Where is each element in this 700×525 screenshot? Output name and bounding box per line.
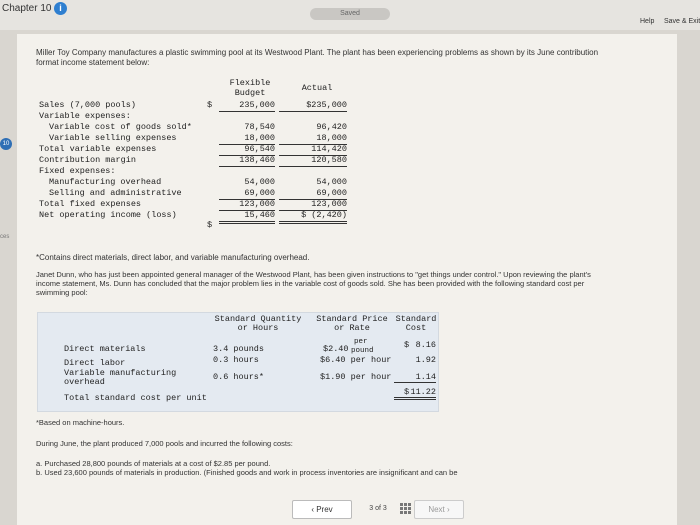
vmoh-qty: 0.6 hours* bbox=[213, 372, 265, 382]
row-noi-label: Net operating income (loss) bbox=[39, 210, 177, 220]
row-sales-budget: 235,000 bbox=[219, 100, 275, 112]
row-sales-actual: $235,000 bbox=[279, 100, 347, 112]
dl-cost: 1.92 bbox=[415, 355, 436, 365]
vmoh-label-1: Variable manufacturing bbox=[64, 368, 177, 378]
next-button[interactable] bbox=[414, 500, 464, 519]
footnote-machine-hours: *Based on machine-hours. bbox=[36, 418, 125, 427]
page-total: 3 bbox=[382, 505, 387, 512]
header-qty-2: or Hours bbox=[237, 323, 279, 333]
dl-label: Direct labor bbox=[64, 358, 126, 368]
list-item: b. Used 23,600 pounds of materials in production. (Finished goods and work in process inventories are insignificant and can be bbox=[36, 468, 458, 477]
dollar-sign: $ bbox=[207, 100, 213, 110]
scenario-paragraph: Janet Dunn, who has just been appointed general manager of the Westwood Plant, has been given instructions to "get things under control." Upon reviewing the plant's income statement, Ms. Dunn has concluded that the major problem lies in the variable cost of goods sold. She has been provided with the following standard cost per swimming pool: bbox=[36, 270, 591, 297]
side-label: ces bbox=[0, 234, 10, 240]
row-total-fixed-label: Total fixed expenses bbox=[39, 199, 142, 209]
prev-label: Prev bbox=[316, 505, 333, 514]
question-panel bbox=[17, 34, 677, 525]
vmoh-label-2: overhead bbox=[64, 377, 105, 387]
row-vcogs-budget: 78,540 bbox=[244, 122, 275, 132]
row-noi-budget: 15,460 bbox=[219, 210, 275, 224]
header-price-2: or Rate bbox=[334, 323, 370, 333]
row-vselling-actual: 18,000 bbox=[279, 133, 347, 145]
grid-icon[interactable] bbox=[400, 503, 411, 514]
prev-button[interactable] bbox=[292, 500, 352, 519]
row-sga-actual: 69,000 bbox=[279, 188, 347, 200]
vmoh-price: $1.90 per hour bbox=[320, 372, 392, 382]
row-moh-actual: 54,000 bbox=[316, 177, 347, 187]
row-total-var-budget: 96,540 bbox=[219, 144, 275, 156]
row-vselling-label: Variable selling expenses bbox=[49, 133, 177, 143]
row-vselling-budget: 18,000 bbox=[219, 133, 275, 145]
row-cm-budget: 138,460 bbox=[219, 155, 275, 167]
dm-dollar: $ bbox=[404, 340, 410, 350]
page-navigation bbox=[292, 500, 462, 518]
page-indicator bbox=[358, 500, 398, 517]
dollar-sign: $ bbox=[207, 220, 213, 230]
info-icon[interactable]: i bbox=[54, 2, 67, 15]
row-moh-label: Manufacturing overhead bbox=[49, 177, 162, 187]
standard-cost-table bbox=[37, 312, 439, 412]
total-cost: 11.22 bbox=[394, 387, 436, 400]
chevron-right-icon: › bbox=[447, 505, 450, 514]
header-qty-1: Standard Quantity bbox=[214, 314, 302, 324]
row-vcogs-actual: 96,420 bbox=[316, 122, 347, 132]
row-sga-label: Selling and administrative bbox=[49, 188, 182, 198]
total-dollar: $ bbox=[404, 387, 410, 397]
flexible-header-2: Budget bbox=[234, 88, 266, 98]
dm-label: Direct materials bbox=[64, 344, 146, 354]
save-exit-link[interactable]: Save & Exit bbox=[664, 18, 700, 25]
vmoh-cost: 1.14 bbox=[394, 372, 436, 383]
row-vcogs-label: Variable cost of goods sold* bbox=[49, 122, 192, 132]
row-cm-actual: 120,580 bbox=[279, 155, 347, 167]
row-noi-actual: $ (2,420) bbox=[279, 210, 347, 224]
row-total-fixed-actual: 123,000 bbox=[279, 199, 347, 211]
row-cm-label: Contribution margin bbox=[39, 155, 136, 165]
header-price-1: Standard Price bbox=[316, 314, 388, 324]
actual-header: Actual bbox=[301, 83, 333, 93]
row-total-fixed-budget: 123,000 bbox=[219, 199, 275, 211]
dm-price: $2.40 bbox=[323, 344, 349, 354]
dm-price-unit-1: per bbox=[354, 338, 368, 346]
dl-price: $6.40 per hour bbox=[320, 355, 392, 365]
total-label: Total standard cost per unit bbox=[64, 393, 207, 403]
chevron-left-icon: ‹ bbox=[311, 505, 314, 514]
flexible-header-1: Flexible bbox=[229, 78, 271, 88]
dm-price-unit-2: pound bbox=[351, 347, 374, 355]
list-item: a. Purchased 28,800 pounds of materials at a cost of $2.85 per pound. bbox=[36, 459, 271, 468]
dm-cost: 8.16 bbox=[415, 340, 436, 350]
row-total-var-label: Total variable expenses bbox=[39, 144, 157, 154]
header-cost-1: Standard bbox=[395, 314, 437, 324]
page-of: of bbox=[375, 505, 381, 512]
cost-items bbox=[36, 459, 616, 477]
dm-qty: 3.4 pounds bbox=[213, 344, 265, 354]
header-cost-2: Cost bbox=[405, 323, 427, 333]
income-statement bbox=[39, 78, 354, 233]
chapter-title: Chapter 10 bbox=[2, 3, 52, 14]
intro-text: Miller Toy Company manufactures a plastic swimming pool at its Westwood Plant. The plant has been experiencing problems as shown by its June contribution format income statement below: bbox=[36, 48, 599, 67]
row-moh-budget: 54,000 bbox=[244, 177, 275, 187]
row-sales-label: Sales (7,000 pools) bbox=[39, 100, 136, 110]
saved-status: Saved bbox=[310, 8, 390, 20]
dl-qty: 0.3 hours bbox=[213, 355, 259, 365]
top-bar bbox=[0, 0, 700, 30]
question-number-badge[interactable]: 10 bbox=[0, 138, 12, 150]
help-link[interactable]: Help bbox=[640, 18, 655, 25]
row-sga-budget: 69,000 bbox=[219, 188, 275, 200]
next-label: Next bbox=[428, 505, 445, 514]
during-june-text: During June, the plant produced 7,000 pools and incurred the following costs: bbox=[36, 439, 293, 448]
footnote-contains: *Contains direct materials, direct labor, and variable manufacturing overhead. bbox=[36, 253, 310, 262]
row-total-var-actual: 114,420 bbox=[279, 144, 347, 156]
row-var-exp-label: Variable expenses: bbox=[39, 111, 131, 121]
page-current: 3 bbox=[369, 505, 374, 512]
row-fixed-label: Fixed expenses: bbox=[39, 166, 116, 176]
